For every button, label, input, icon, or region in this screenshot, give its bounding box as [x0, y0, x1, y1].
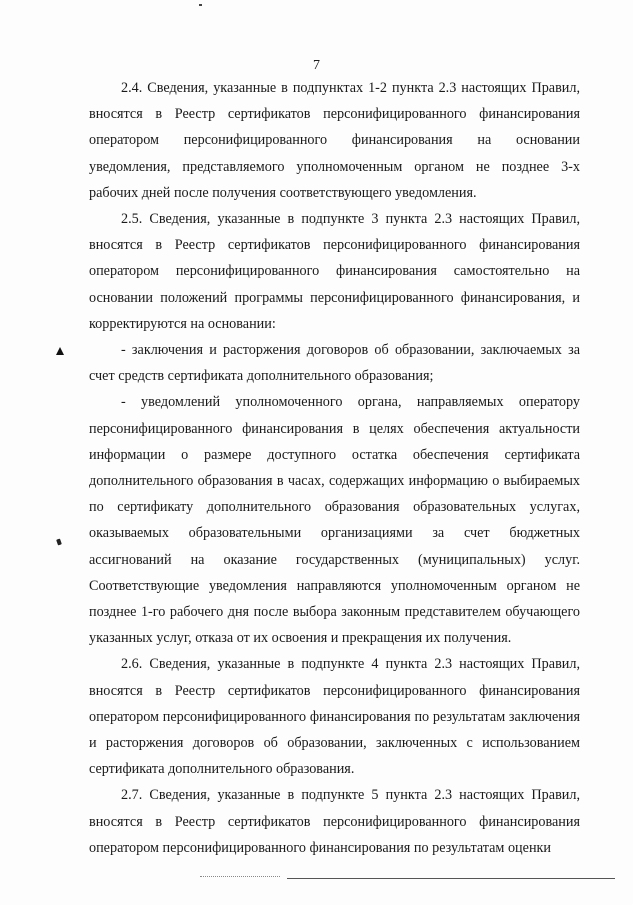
scan-mark-dot-icon: [56, 538, 62, 545]
paragraph-2-6: 2.6. Сведения, указанные в подпункте 4 пункта 2.3 настоящих Правил, вносятся в Реестр сертификатов персонифицированного финансирования оператором персонифицированного финансирования по результатам заключения и расторжения договоров об образовании, заключенных с использованием сертификата дополнительного образования.: [89, 656, 580, 778]
scan-mark-triangle-icon: [56, 347, 64, 355]
list-item-contracts: - заключения и расторжения договоров об образовании, заключаемых за счет средств сертификата дополнительного образования;: [89, 342, 580, 385]
page-number: 7: [313, 58, 320, 73]
bottom-dotted-line: [200, 876, 280, 878]
document-body: [89, 75, 580, 861]
bottom-rule: [287, 878, 615, 879]
paragraph-2-5: 2.5. Сведения, указанные в подпункте 3 пункта 2.3 настоящих Правил, вносятся в Реестр сертификатов персонифицированного финансирования оператором персонифицированного финансирования самостоятельно на основании положений программы персонифицированного финансирования, и корректируются на основании:: [89, 211, 580, 332]
paragraph-2-4: 2.4. Сведения, указанные в подпунктах 1-2 пункта 2.3 настоящих Правил, вносятся в Реестр сертификатов персонифицированного финансирования оператором персонифицированного финансирования на основании уведомления, представляемого уполномоченным органом не позднее 3-х рабочих дней после получения соответствующего уведомления.: [89, 80, 580, 201]
paragraph-2-7: 2.7. Сведения, указанные в подпункте 5 пункта 2.3 настоящих Правил, вносятся в Реестр сертификатов персонифицированного финансирования оператором персонифицированного финансирования по результатам оценки: [89, 787, 580, 856]
scan-speck: [199, 4, 202, 6]
list-item-notifications: - уведомлений уполномоченного органа, направляемых оператору персонифицированного финансирования в целях обеспечения актуальности информации о размере доступного остатка обеспечения сертификата дополнительного образования в часах, содержащих информацию о выбираемых по сертификату дополнительного образования образовательных услугах, оказываемых образовательными организациями за счет бюджетных ассигнований на оказание государственных (муниципальных) услуг. Соответствующие уведомления направляются уполномоченным органом не позднее 1-го рабочего дня после выбора законным представителем обучающего указанных услуг, отказа от их освоения и прекращения их получения.: [89, 394, 580, 647]
